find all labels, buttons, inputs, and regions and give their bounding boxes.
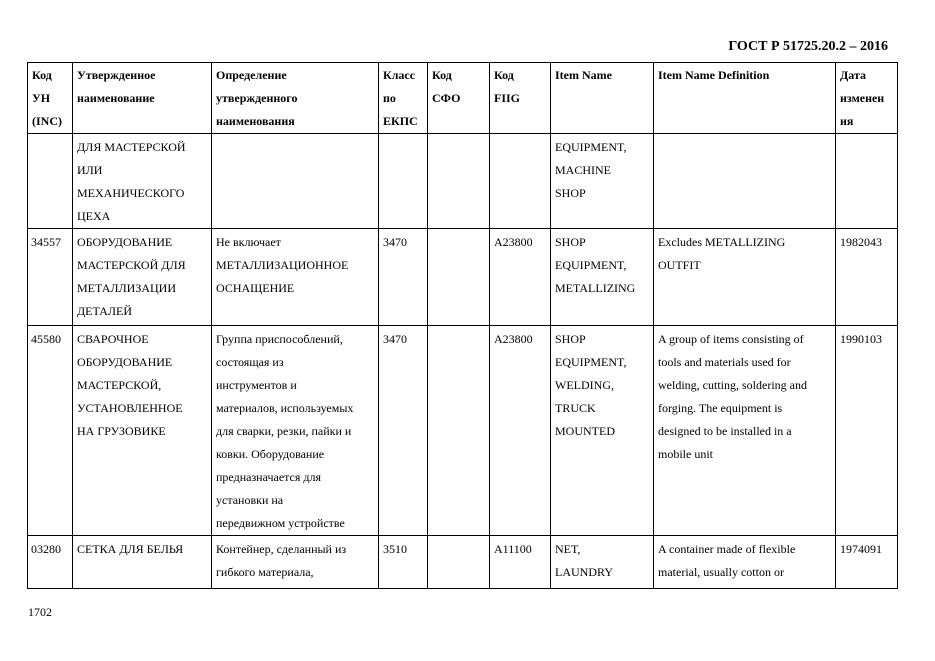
column-header-item-name: Item Name <box>551 63 654 134</box>
cell-definition: Не включает МЕТАЛЛИЗАЦИОННОЕ ОСНАЩЕНИЕ <box>212 229 379 326</box>
cell-item-name-definition: Excludes METALLIZING OUTFIT <box>654 229 836 326</box>
cell-item-name: SHOP EQUIPMENT, WELDING, TRUCK MOUNTED <box>551 326 654 536</box>
cell-class: 3510 <box>379 536 428 589</box>
cell-change-date: 1974091 <box>836 536 898 589</box>
cell-item-name: EQUIPMENT, MACHINE SHOP <box>551 134 654 229</box>
table-row <box>28 134 898 229</box>
cell-definition: Группа приспособлений, состоящая из инструментов и материалов, используемых для сварки, резки, пайки и ковки. Оборудование предназначается для установки на передвижном устройстве <box>212 326 379 536</box>
cell-definition: Контейнер, сделанный из гибкого материала, <box>212 536 379 589</box>
cell-approved-name: СВАРОЧНОЕ ОБОРУДОВАНИЕ МАСТЕРСКОЙ, УСТАНОВЛЕННОЕ НА ГРУЗОВИКЕ <box>73 326 212 536</box>
cell-change-date <box>836 134 898 229</box>
table-row <box>28 229 898 326</box>
cell-fiig-code: A11100 <box>490 536 551 589</box>
cell-class: 3470 <box>379 326 428 536</box>
cell-item-name-definition: A group of items consisting of tools and materials used for welding, cutting, soldering and forging. The equipment is designed to be installed in a mobile unit <box>654 326 836 536</box>
document-code: ГОСТ Р 51725.20.2 – 2016 <box>728 39 888 54</box>
cell-inc <box>28 134 73 229</box>
cell-fiig-code: A23800 <box>490 229 551 326</box>
cell-item-name-definition: A container made of flexible material, usually cotton or <box>654 536 836 589</box>
cell-sfo-code <box>428 536 490 589</box>
item-name-table <box>27 62 898 589</box>
cell-sfo-code <box>428 229 490 326</box>
cell-class: 3470 <box>379 229 428 326</box>
column-header-approved-name: Утвержденное наименование <box>73 63 212 134</box>
column-header-fiig-code: Код FIIG <box>490 63 551 134</box>
cell-change-date: 1990103 <box>836 326 898 536</box>
table-row <box>28 536 898 589</box>
cell-sfo-code <box>428 134 490 229</box>
cell-item-name-definition <box>654 134 836 229</box>
column-header-class: Класс по ЕКПС <box>379 63 428 134</box>
cell-class <box>379 134 428 229</box>
cell-fiig-code: A23800 <box>490 326 551 536</box>
cell-inc: 34557 <box>28 229 73 326</box>
column-header-change-date: Дата изменен ия <box>836 63 898 134</box>
cell-definition <box>212 134 379 229</box>
column-header-sfo-code: Код СФО <box>428 63 490 134</box>
table-header-row <box>28 63 898 134</box>
column-header-item-name-definition: Item Name Definition <box>654 63 836 134</box>
cell-inc: 45580 <box>28 326 73 536</box>
page-number: 1702 <box>28 605 52 619</box>
column-header-inc: Код УН (INC) <box>28 63 73 134</box>
cell-approved-name: СЕТКА ДЛЯ БЕЛЬЯ <box>73 536 212 589</box>
cell-fiig-code <box>490 134 551 229</box>
cell-inc: 03280 <box>28 536 73 589</box>
cell-item-name: SHOP EQUIPMENT, METALLIZING <box>551 229 654 326</box>
cell-item-name: NET, LAUNDRY <box>551 536 654 589</box>
cell-approved-name: ОБОРУДОВАНИЕ МАСТЕРСКОЙ ДЛЯ МЕТАЛЛИЗАЦИИ ДЕТАЛЕЙ <box>73 229 212 326</box>
column-header-definition: Определение утвержденного наименования <box>212 63 379 134</box>
table-row <box>28 326 898 536</box>
cell-sfo-code <box>428 326 490 536</box>
cell-approved-name: ДЛЯ МАСТЕРСКОЙ ИЛИ МЕХАНИЧЕСКОГО ЦЕХА <box>73 134 212 229</box>
cell-change-date: 1982043 <box>836 229 898 326</box>
